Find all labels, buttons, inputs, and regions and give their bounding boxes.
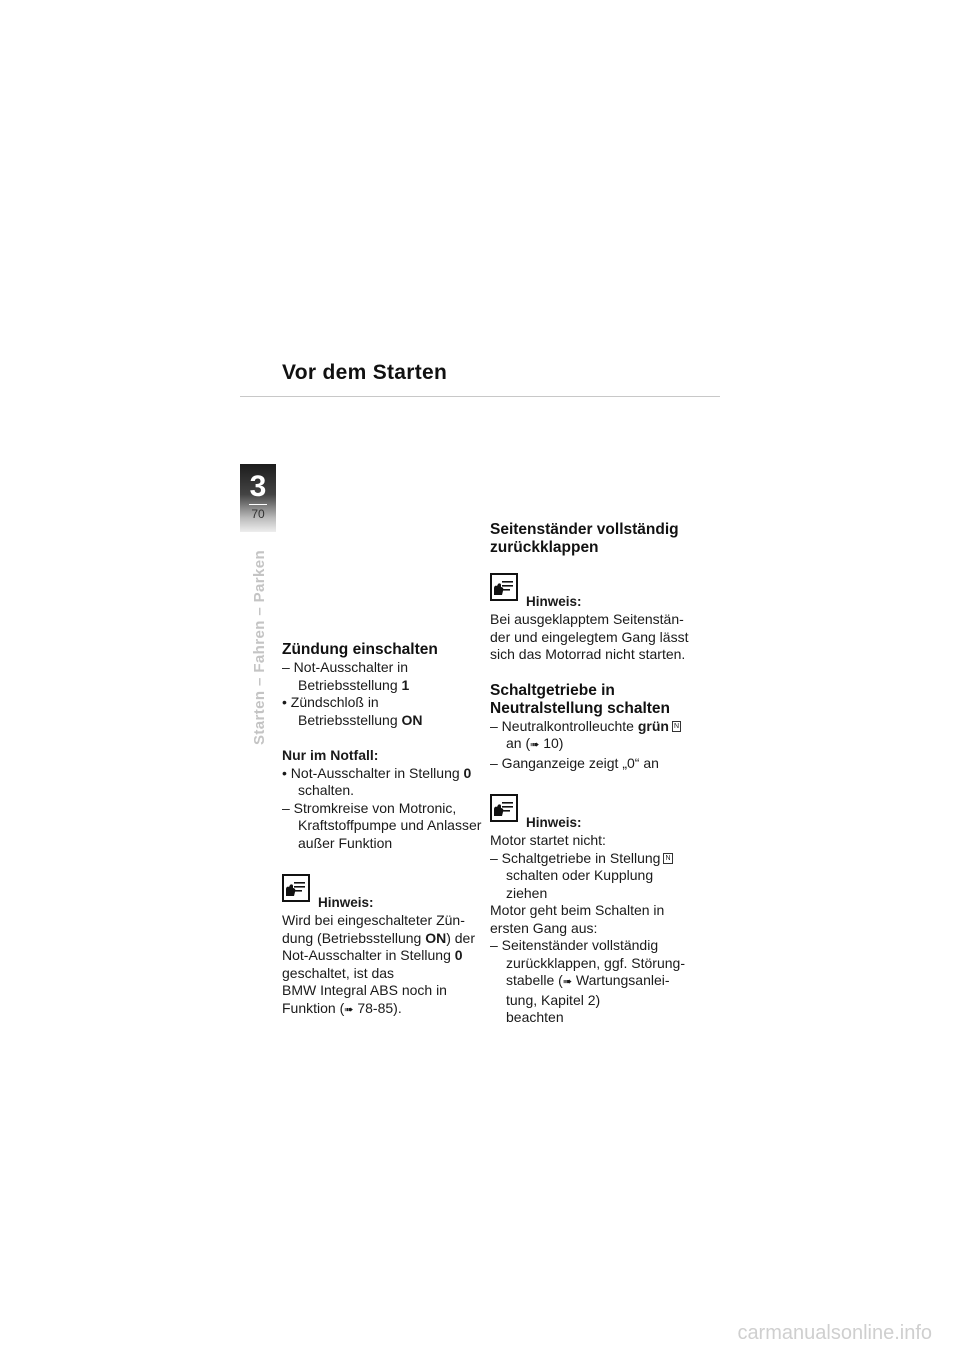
title-divider (240, 396, 720, 397)
section-heading-ignition: Zündung einschalten (282, 641, 438, 658)
list-item: außer Funktion (298, 834, 393, 851)
note-text: Not-Ausschalter in Stellung 0 (282, 947, 463, 963)
neutral-indicator-icon: N (665, 854, 671, 862)
arrow-reference-icon: ➠ (344, 1003, 354, 1016)
list-item: beachten (506, 1009, 564, 1025)
list-item: – Schaltgetriebe in Stellung N (490, 849, 671, 866)
list-item: Betriebsstellung ON (298, 711, 423, 728)
list-item: Betriebsstellung 1 (298, 676, 410, 693)
list-item: ziehen (506, 884, 548, 901)
chapter-underline (249, 504, 267, 505)
neutral-indicator-icon: N (673, 722, 680, 730)
arrow-reference-icon: ➠ (562, 976, 573, 988)
chapter-number: 3 (249, 470, 267, 503)
list-item: • Zündschloß in (282, 694, 379, 710)
list-item: – Ganganzeige zeigt „0“ an (490, 754, 659, 771)
list-item: zurückklappen, ggf. Störung- (506, 954, 685, 971)
arrow-reference-icon: ➠ (530, 739, 540, 751)
note-text: Motor geht beim Schalten in (490, 902, 665, 918)
section-heading-neutral: Schaltgetriebe in Neutralstellung schalten (490, 681, 671, 717)
note-text: Wird bei eingeschalteter Zün- (282, 912, 465, 928)
emergency-label: Nur im Notfall: (282, 747, 379, 763)
list-item: Kraftstoffpumpe und Anlasser (298, 817, 482, 833)
list-item: – Stromkreise von Motronic, (282, 799, 457, 816)
note-text: BMW Integral ABS noch in (282, 982, 447, 998)
note-label: Hinweis: (526, 594, 582, 609)
note-text: dung (Betriebsstellung ON) der (282, 929, 475, 946)
right-column (490, 521, 695, 1027)
note-text: Funktion (➠ 78-85). (282, 999, 402, 1016)
chapter-tab (240, 464, 276, 532)
watermark: carmanualsonline.info (737, 1322, 932, 1344)
note-text: sich das Motorrad nicht starten. (490, 646, 686, 662)
page-number: 70 (251, 507, 265, 521)
hand-writing-note-icon (490, 573, 518, 601)
list-item: schalten oder Kupplung (506, 867, 654, 883)
note-block (490, 573, 695, 611)
note-label: Hinweis: (526, 815, 582, 830)
chapter-side-label: Starten – Fahren – Parken (251, 549, 268, 745)
list-item: • Not-Ausschalter in Stellung 0 (282, 764, 472, 781)
list-item: schalten. (298, 782, 355, 798)
section-heading-sidestand: Seitenständer vollständig zurückklappen (490, 521, 679, 556)
list-item: stabelle (➠ Wartungsanlei- (506, 972, 670, 988)
note-label: Hinweis: (318, 895, 374, 910)
hand-writing-note-icon (282, 874, 310, 902)
note-block (282, 874, 482, 912)
note-text: der und eingelegtem Gang lässt (490, 628, 689, 645)
hand-writing-note-icon (490, 794, 518, 822)
note-text: geschaltet, ist das (282, 964, 395, 981)
left-column (282, 641, 482, 1019)
note-text: ersten Gang aus: (490, 919, 598, 936)
note-text: Bei ausgeklapptem Seitenstän- (490, 611, 684, 627)
page-title: Vor dem Starten (282, 361, 448, 384)
list-item: – Seitenständer vollständig (490, 937, 659, 953)
list-item: tung, Kapitel 2) (506, 991, 601, 1008)
list-item: – Neutralkontrolleuchte grün N (490, 717, 680, 734)
note-block (490, 794, 695, 832)
note-text: Motor startet nicht: (490, 832, 606, 848)
list-item: an (➠ 10) (506, 735, 564, 751)
list-item: – Not-Ausschalter in (282, 659, 409, 675)
